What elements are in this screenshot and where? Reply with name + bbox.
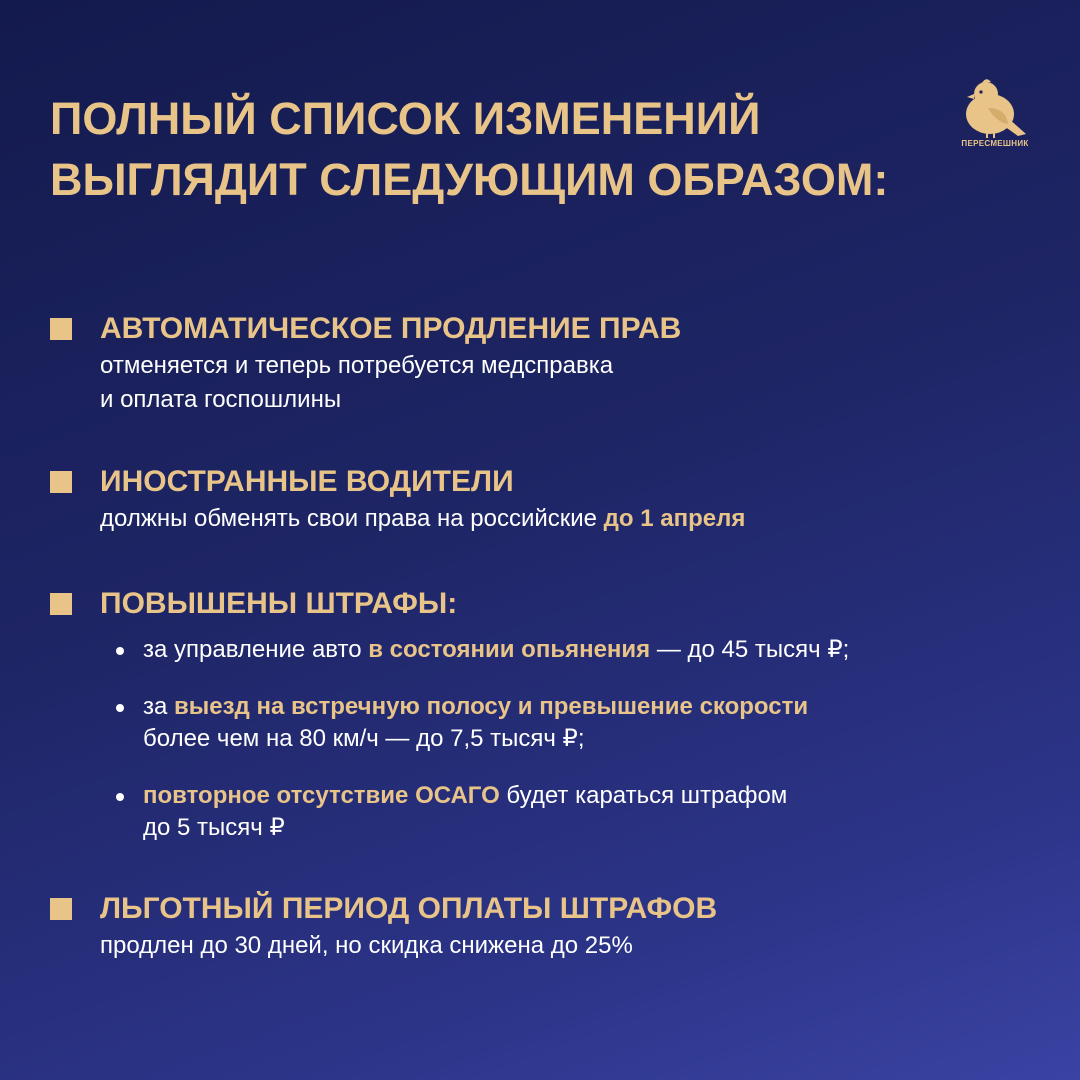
section-heading: ПОВЫШЕНЫ ШТРАФЫ: (100, 587, 458, 620)
item-text: — до 45 тысяч ₽; (650, 636, 850, 663)
item-text: за управление авто (143, 636, 369, 663)
section-auto-renewal (50, 311, 1050, 417)
deadline-highlight: до 1 апреля (603, 505, 746, 532)
section-body-text: должны обменять свои права на российские (100, 505, 604, 532)
list-item (50, 691, 1050, 755)
logo-text: ПЕРЕСМЕШНИК (961, 139, 1029, 148)
item-highlight: выезд на встречную полосу и превышение скорости (174, 693, 809, 720)
list-item (50, 634, 1050, 666)
fines-list (50, 634, 1050, 844)
page-title (50, 88, 888, 210)
logo (958, 78, 1032, 150)
section-grace-period (50, 891, 1050, 963)
title-line-2: ВЫГЛЯДИТ СЛЕДУЮЩИМ ОБРАЗОМ: (50, 154, 889, 205)
item-text: до 5 тысяч ₽ (143, 814, 285, 841)
square-bullet-icon (50, 318, 72, 340)
item-text: будет караться штрафом (499, 782, 788, 809)
section-fines (50, 586, 1050, 869)
item-text: за (143, 693, 175, 720)
section-heading: ИНОСТРАННЫЕ ВОДИТЕЛИ (100, 465, 514, 498)
section-body (100, 349, 1050, 417)
section-foreign-drivers (50, 464, 1050, 536)
section-body-line: отменяется и теперь потребуется медсправка (100, 352, 614, 379)
section-body-line: и оплата госпошлины (100, 386, 342, 413)
section-heading: АВТОМАТИЧЕСКОЕ ПРОДЛЕНИЕ ПРАВ (100, 312, 682, 345)
item-highlight: в состоянии опьянения (368, 636, 651, 663)
bird-icon (958, 78, 1032, 140)
section-heading: ЛЬГОТНЫЙ ПЕРИОД ОПЛАТЫ ШТРАФОВ (100, 892, 718, 925)
list-item (50, 780, 1050, 844)
square-bullet-icon (50, 898, 72, 920)
section-body (100, 502, 1050, 536)
title-line-1: ПОЛНЫЙ СПИСОК ИЗМЕНЕНИЙ (50, 93, 761, 144)
item-highlight: повторное отсутствие ОСАГО (143, 782, 500, 809)
square-bullet-icon (50, 471, 72, 493)
square-bullet-icon (50, 593, 72, 615)
item-text: более чем на 80 км/ч — до 7,5 тысяч ₽; (143, 725, 585, 752)
section-body: продлен до 30 дней, но скидка снижена до 25% (100, 932, 633, 959)
